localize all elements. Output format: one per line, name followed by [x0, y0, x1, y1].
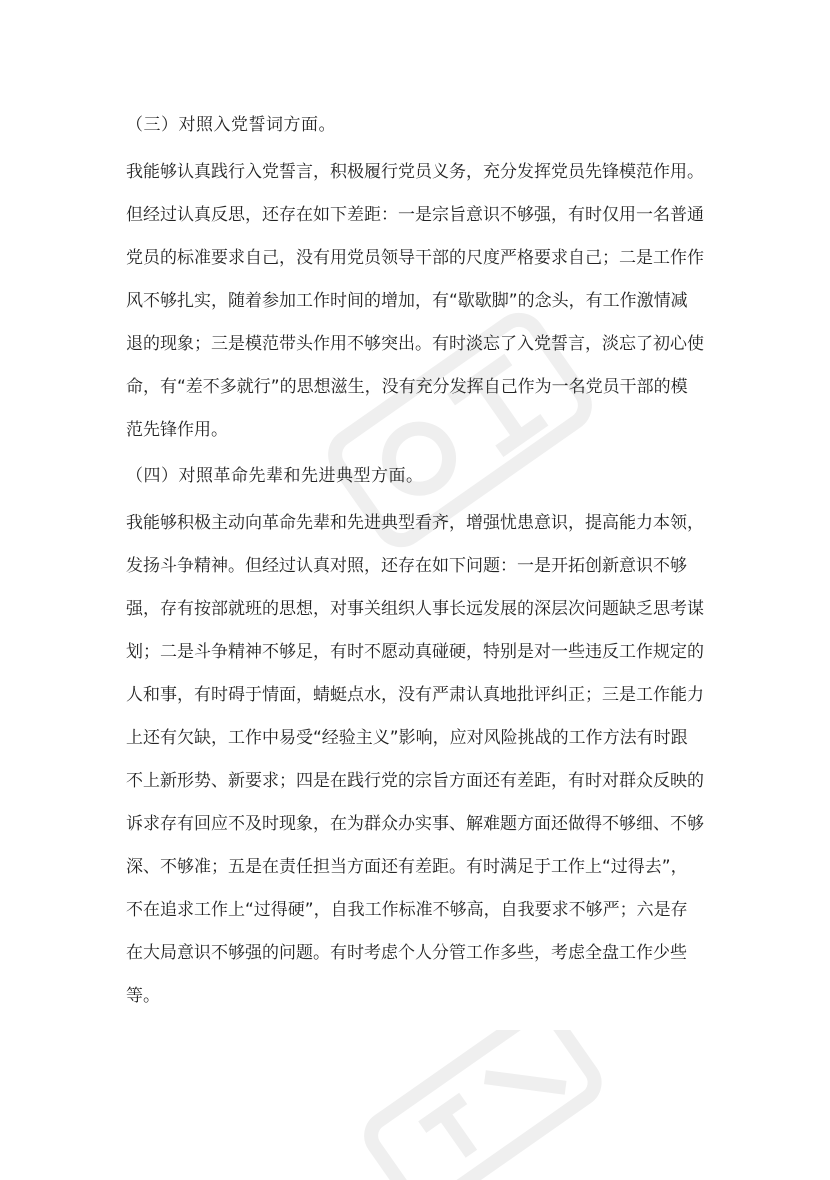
paragraph-line: 人和事，有时碍于情面，蜻蜓点水，没有严肃认真地批评纠正；三是工作能力 [126, 685, 704, 705]
paragraph-line: 诉求存有回应不及时现象，在为群众办实事、解难题方面还做得不够细、不够 [126, 814, 704, 834]
paragraph-line: 不上新形势、新要求；四是在践行党的宗旨方面还有差距，有时对群众反映的 [126, 771, 704, 791]
document-body [126, 105, 706, 1022]
paragraph-line: 不在追求工作上“过得硬”，自我工作标准不够高，自我要求不够严；六是存 [126, 900, 688, 920]
paragraph-line: 在大局意识不够强的问题。有时考虑个人分管工作多些，考虑全盘工作少些 [126, 943, 687, 963]
paragraph-line: 等。 [126, 986, 160, 1006]
paragraph-line: 我能够认真践行入党誓言，积极履行党员义务，充分发挥党员先锋模范作用。 [126, 162, 704, 182]
section-paragraph-4 [126, 502, 706, 1018]
paragraph-line: 强，存有按部就班的思想，对事关组织人事长远发展的深层次问题缺乏思考谋 [126, 599, 704, 619]
paragraph-line: 风不够扎实，随着参加工作时间的增加，有“歇歇脚”的念头，有工作激情减 [126, 291, 688, 311]
paragraph-line: 发扬斗争精神。但经过认真对照，还存在如下问题：一是开拓创新意识不够 [126, 556, 687, 576]
paragraph-line: 深、不够准；五是在责任担当方面还有差距。有时满足于工作上“过得去”， [126, 857, 688, 877]
paragraph-line: 我能够积极主动向革命先辈和先进典型看齐，增强忧患意识，提高能力本领， [126, 513, 704, 533]
paragraph-line: 范先锋作用。 [126, 420, 228, 440]
paragraph-line: 但经过认真反思，还存在如下差距：一是宗旨意识不够强，有时仅用一名普通 [126, 205, 704, 225]
section-heading-4: （四）对照革命先辈和先进典型方面。 [126, 466, 424, 486]
section-heading-3: （三）对照入党誓词方面。 [126, 115, 336, 135]
paragraph-line: 命，有“差不多就行”的思想滋生，没有充分发挥自己作为一名党员干部的模 [126, 377, 688, 397]
watermark-logo [330, 1030, 630, 1180]
paragraph-line: 党员的标准要求自己，没有用党员领导干部的尺度严格要求自己；二是工作作 [126, 248, 704, 268]
paragraph-line: 划；二是斗争精神不够足，有时不愿动真碰硬，特别是对一些违反工作规定的 [126, 642, 704, 662]
section-paragraph-3 [126, 151, 706, 452]
paragraph-line: 退的现象；三是模范带头作用不够突出。有时淡忘了入党誓言，淡忘了初心使 [126, 334, 704, 354]
paragraph-line: 上还有欠缺，工作中易受“经验主义”影响，应对风险挑战的工作方法有时跟 [126, 728, 688, 748]
